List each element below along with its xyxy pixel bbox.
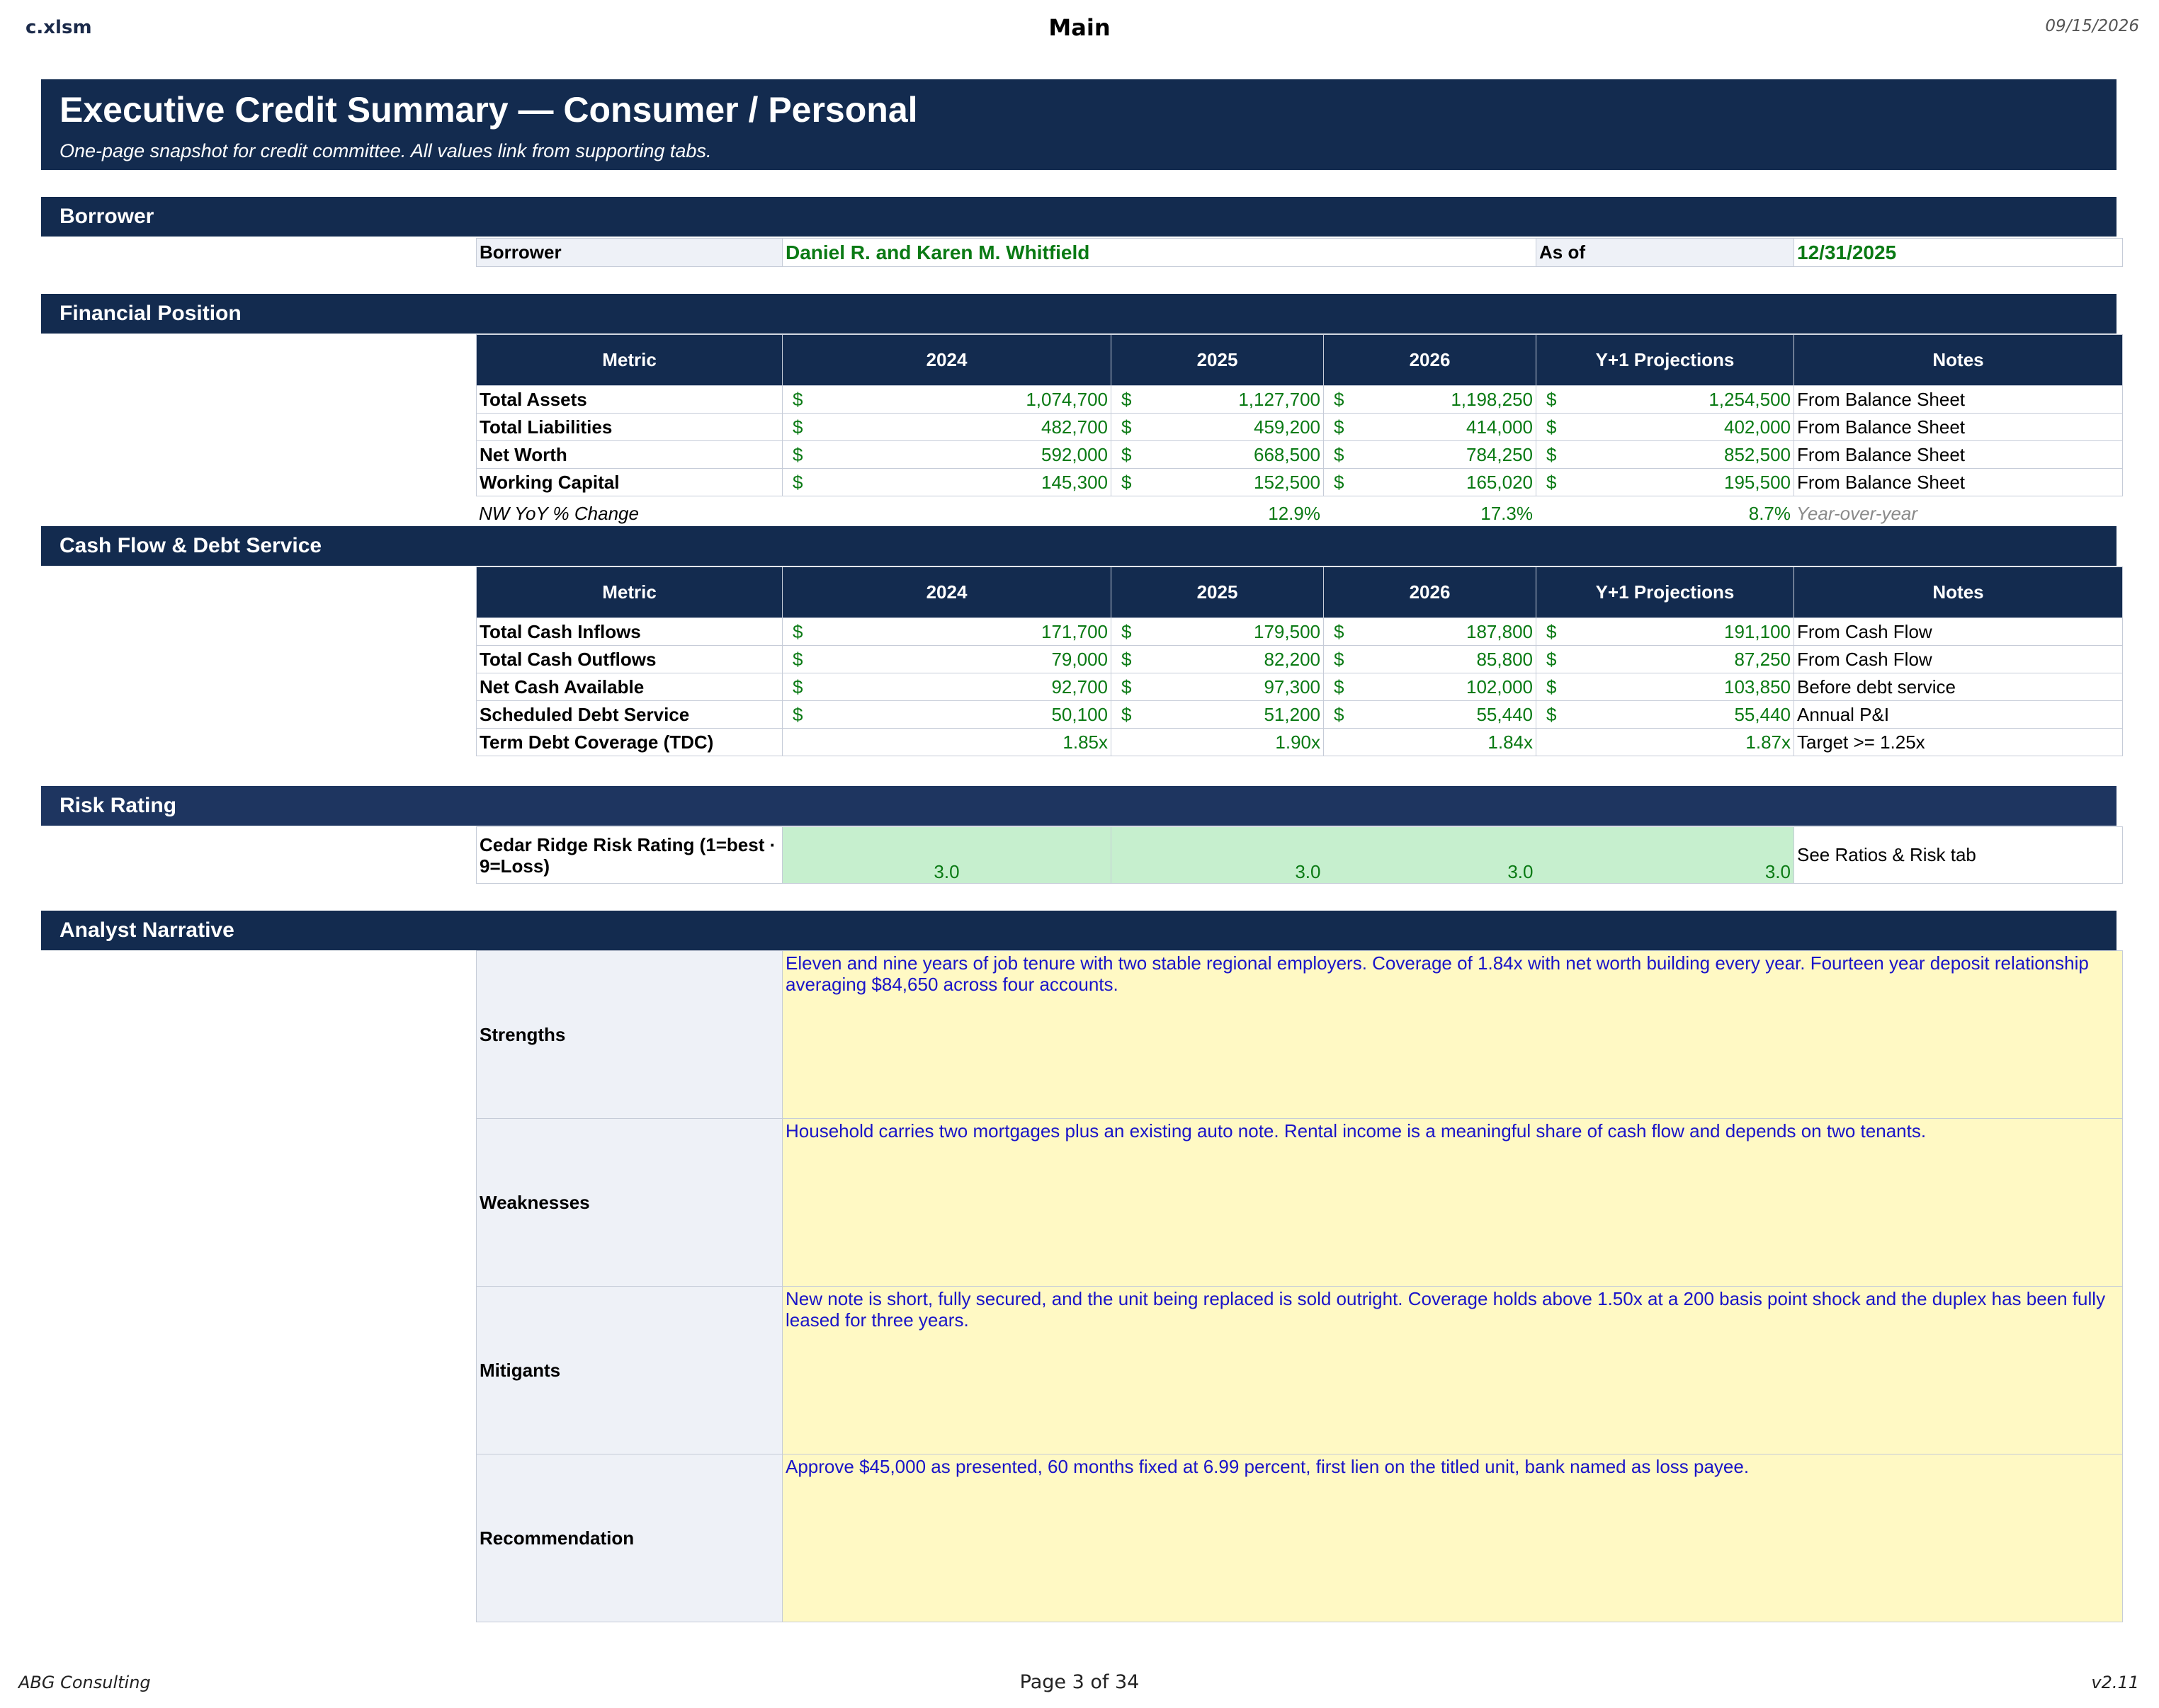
narrative-label: Mitigants: [477, 1287, 783, 1454]
section-cash-flow: Cash Flow & Debt Service: [41, 526, 2116, 566]
table-row: [477, 618, 2123, 646]
sheet-name: Main: [1048, 14, 1111, 41]
footer-version: v2.11: [2091, 1673, 2139, 1692]
value-cell[interactable]: $ 103,850: [1536, 673, 1794, 701]
tdc-value[interactable]: 1.85x: [783, 729, 1111, 756]
page-subtitle: One-page snapshot for credit committee. All values link from supporting tabs.: [60, 140, 712, 161]
col-header-2025: 2025: [1111, 567, 1324, 618]
table-row: [477, 673, 2123, 701]
row-label: Net Cash Available: [477, 673, 783, 701]
value-cell[interactable]: $ 195,500: [1536, 469, 1794, 496]
risk-value[interactable]: 3.0: [1111, 827, 1324, 884]
value-cell[interactable]: $ 92,700: [783, 673, 1111, 701]
note-cell: From Balance Sheet: [1794, 414, 2123, 441]
row-label: Working Capital: [477, 469, 783, 496]
row-label: Total Assets: [477, 386, 783, 414]
financial-table: [476, 334, 2123, 496]
yoy-label: NW YoY % Change: [479, 502, 639, 524]
risk-table: [476, 826, 2123, 884]
value-cell[interactable]: $ 55,440: [1536, 701, 1794, 729]
note-cell: Annual P&I: [1794, 701, 2123, 729]
value-cell[interactable]: $ 50,100: [783, 701, 1111, 729]
value-cell[interactable]: $ 165,020: [1324, 469, 1536, 496]
row-label: Term Debt Coverage (TDC): [477, 729, 783, 756]
value-cell[interactable]: $ 79,000: [783, 646, 1111, 673]
note-cell: Before debt service: [1794, 673, 2123, 701]
narrative-text[interactable]: Approve $45,000 as presented, 60 months fixed at 6.99 percent, first lien on the titled unit, bank named as loss payee.: [783, 1454, 2123, 1622]
value-cell[interactable]: $ 668,500: [1111, 441, 1324, 469]
col-header-metric: Metric: [477, 567, 783, 618]
value-cell[interactable]: $ 145,300: [783, 469, 1111, 496]
borrower-label: Borrower: [477, 239, 783, 267]
narrative-row: [477, 1119, 2123, 1287]
col-header-2024: 2024: [783, 567, 1111, 618]
col-header-notes: Notes: [1794, 567, 2123, 618]
tdc-value[interactable]: 1.90x: [1111, 729, 1324, 756]
value-cell[interactable]: $ 191,100: [1536, 618, 1794, 646]
value-cell[interactable]: $ 85,800: [1324, 646, 1536, 673]
file-name: c.xlsm: [26, 17, 92, 38]
value-cell[interactable]: $ 482,700: [783, 414, 1111, 441]
value-cell[interactable]: $ 179,500: [1111, 618, 1324, 646]
title-band: [41, 79, 2116, 170]
risk-value[interactable]: 3.0: [1324, 827, 1536, 884]
narrative-label: Recommendation: [477, 1454, 783, 1622]
section-borrower: Borrower: [41, 197, 2116, 237]
table-row: [477, 441, 2123, 469]
value-cell[interactable]: $ 51,200: [1111, 701, 1324, 729]
note-cell: From Balance Sheet: [1794, 441, 2123, 469]
col-header-notes: Notes: [1794, 335, 2123, 386]
section-risk-rating: Risk Rating: [41, 786, 2116, 826]
col-header-projections: Y+1 Projections: [1536, 567, 1794, 618]
value-cell[interactable]: $ 102,000: [1324, 673, 1536, 701]
table-row: [477, 701, 2123, 729]
value-cell[interactable]: $ 414,000: [1324, 414, 1536, 441]
value-cell[interactable]: $ 592,000: [783, 441, 1111, 469]
asof-date[interactable]: 12/31/2025: [1794, 239, 2123, 267]
narrative-row: [477, 1287, 2123, 1454]
row-label: Scheduled Debt Service: [477, 701, 783, 729]
risk-note: See Ratios & Risk tab: [1794, 827, 2123, 884]
table-row: [477, 469, 2123, 496]
borrower-name[interactable]: Daniel R. and Karen M. Whitfield: [783, 239, 1536, 267]
yoy-value[interactable]: 17.3%: [1480, 502, 1533, 524]
note-cell: From Cash Flow: [1794, 646, 2123, 673]
narrative-text[interactable]: New note is short, fully secured, and the unit being replaced is sold outright. Coverage holds above 1.50x at a 200 basis point shock and the duplex has been fully leased for three years.: [783, 1287, 2123, 1454]
risk-label: Cedar Ridge Risk Rating (1=best · 9=Loss): [477, 827, 783, 884]
value-cell[interactable]: $ 784,250: [1324, 441, 1536, 469]
table-row: [477, 386, 2123, 414]
value-cell[interactable]: $ 402,000: [1536, 414, 1794, 441]
asof-label: As of: [1536, 239, 1794, 267]
tdc-value[interactable]: 1.87x: [1536, 729, 1794, 756]
narrative-text[interactable]: Household carries two mortgages plus an existing auto note. Rental income is a meaningful share of cash flow and depends on two tenants.: [783, 1119, 2123, 1287]
narrative-row: [477, 1454, 2123, 1622]
tdc-value[interactable]: 1.84x: [1324, 729, 1536, 756]
borrower-table: [476, 238, 2123, 267]
yoy-value[interactable]: 8.7%: [1748, 502, 1791, 524]
table-row: [477, 646, 2123, 673]
risk-value[interactable]: 3.0: [1536, 827, 1794, 884]
narrative-row: [477, 951, 2123, 1119]
note-cell: From Balance Sheet: [1794, 386, 2123, 414]
borrower-row: [477, 239, 2123, 267]
value-cell[interactable]: $ 1,254,500: [1536, 386, 1794, 414]
narrative-label: Strengths: [477, 951, 783, 1119]
narrative-text[interactable]: Eleven and nine years of job tenure with two stable regional employers. Coverage of 1.84x with net worth building every year. Fourteen year deposit relationship averaging $84,650 across four accounts.: [783, 951, 2123, 1119]
row-label: Total Liabilities: [477, 414, 783, 441]
yoy-value[interactable]: [782, 500, 1111, 527]
row-label: Total Cash Inflows: [477, 618, 783, 646]
narrative-table: [476, 950, 2123, 1622]
row-label: Total Cash Outflows: [477, 646, 783, 673]
note-cell: From Cash Flow: [1794, 618, 2123, 646]
section-analyst-narrative: Analyst Narrative: [41, 911, 2116, 950]
value-cell[interactable]: $ 152,500: [1111, 469, 1324, 496]
col-header-projections: Y+1 Projections: [1536, 335, 1794, 386]
financial-header-row: [477, 335, 2123, 386]
value-cell[interactable]: $ 87,250: [1536, 646, 1794, 673]
value-cell[interactable]: $ 171,700: [783, 618, 1111, 646]
footer-company: ABG Consulting: [18, 1673, 151, 1692]
col-header-2025: 2025: [1111, 335, 1324, 386]
table-row: [477, 414, 2123, 441]
row-label: Net Worth: [477, 441, 783, 469]
print-date: 09/15/2026: [2045, 17, 2139, 35]
note-cell: From Balance Sheet: [1794, 469, 2123, 496]
value-cell[interactable]: $ 55,440: [1324, 701, 1536, 729]
value-cell[interactable]: $ 852,500: [1536, 441, 1794, 469]
section-financial-position: Financial Position: [41, 294, 2116, 334]
value-cell[interactable]: $ 97,300: [1111, 673, 1324, 701]
value-cell[interactable]: $ 82,200: [1111, 646, 1324, 673]
risk-row: [477, 827, 2123, 884]
value-cell[interactable]: $ 459,200: [1111, 414, 1324, 441]
yoy-table: [476, 500, 2122, 527]
risk-value[interactable]: 3.0: [783, 827, 1111, 884]
yoy-row: [476, 500, 2122, 527]
cashflow-table: [476, 567, 2123, 756]
value-cell[interactable]: $ 1,127,700: [1111, 386, 1324, 414]
col-header-metric: Metric: [477, 335, 783, 386]
value-cell[interactable]: $ 1,074,700: [783, 386, 1111, 414]
value-cell[interactable]: $ 187,800: [1324, 618, 1536, 646]
col-header-2026: 2026: [1324, 335, 1536, 386]
note-cell: Target >= 1.25x: [1794, 729, 2123, 756]
cashflow-header-row: [477, 567, 2123, 618]
col-header-2026: 2026: [1324, 567, 1536, 618]
table-row: [477, 729, 2123, 756]
value-cell[interactable]: $ 1,198,250: [1324, 386, 1536, 414]
yoy-note: Year-over-year: [1796, 502, 1918, 524]
page-title: Executive Credit Summary — Consumer / Personal: [60, 90, 918, 130]
col-header-2024: 2024: [783, 335, 1111, 386]
yoy-value[interactable]: 12.9%: [1268, 502, 1320, 524]
narrative-label: Weaknesses: [477, 1119, 783, 1287]
footer-page-number: Page 3 of 34: [1019, 1671, 1140, 1693]
